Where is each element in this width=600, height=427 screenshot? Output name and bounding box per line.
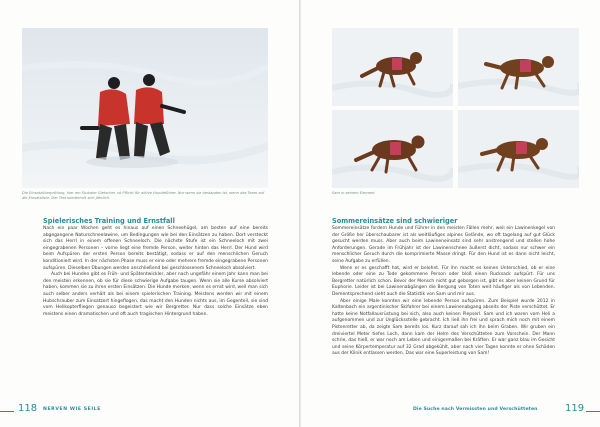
paragraph: Aber einige Male konnten wir eine lebende Person aufspüren. Zum Beispiel wurde 2012 in Kaltenbach ein argentinischer Skifahrer bei einem Lawinenabgang abseits der Piste verschüttet. Er hatte keine Notfallausrüstung bei sich, also auch keinen Piepserl. Sam und ich waren vom Heli a aufgenommen und zur Unglücksstelle gebracht. Ich ließ ihn frei und sprach mich noch mit einem Pistenretter ab, da zeigte Sam bereits los. Kurz darauf sah ich ihn beim Graben. Wir gruben ein dreiviertel Meter tiefes Loch, dann kam der Helm des Verschütteten zum Vorschein. Der Mann schrie, das hieß, er war noch am Leben und einigermaßen bei Kräften. Er war ganz blau im Gesicht und seine Körpertemperatur auf 32 Grad abgekühlt, aber nach vier Tagen konnte er ohne Schäden aus der Klinik entlassen werden. Das war eine Superleistung von Sam! (332, 298, 555, 357)
page-number-left: 118 (18, 403, 38, 414)
dog-photo-3 (332, 110, 453, 188)
paragraph: Nach ein paar Wochen geht es hinaus auf einen Schneehügel, am besten auf eine bereits abgegangene Naturschneelawine, um Bedingungen wie bei den Einsätzen zu haben. Dort versteckt sich das Herrl in einem offenen Schneeloch. Die nächste Stufe ist ein Schneeloch mit zwei eingegrabenen Personen – vorne liegt eine fremde Person, weiter hinten das Herrl. Der Hund wird beim Aufspüren der ersten Person bereits bestätigt, sodass er auf den menschlichen Geruch konditioniert wird. In der nächsten Phase muss er eine oder mehrere fremde eingegrabene Personen aufspüren. Dieselben Übungen werden anschließend bei geschlossenem Schneeloch absolviert. (43, 226, 268, 271)
dog-photo-2 (458, 28, 579, 106)
page-number-right: 119 (565, 403, 585, 414)
body-text-right (332, 226, 555, 358)
paragraph: Auch bei Hunden gibt es Früh- und Spätentwickler, aber nach ungefähr einem Jahr kann man bei den meisten erkennen, ob sie für diese schwierige Aufgabe taugen. Wenn sie alle Kurse absolviert haben, kommen sie zu ihren ersten Einsätzen. Die Hunde merken, wenn es ernst wird, weil man sich auch selber anders verhält als bei einem spielerischen Training. Meistens werden wir mit einem Hubschrauber zum Einsatzort hingeflogen, das macht den Hunden nichts aus, im Gegenteil, sie sind vom Helikopterfliegen genauso begeistert wie wir Bergretter. Nur dass solche Einsätze eben meistens einen dramatischen und oft auch tragischen Hintergrund haben. (43, 272, 268, 317)
running-head-right: Die Suche nach Vermissten und Verschütteten (413, 407, 538, 412)
footer-rule-left (0, 411, 14, 412)
paragraph: Sommereinsätze fordern Hunde und Führer in den meisten Fällen mehr, weil ein Lawinenkegel von der Größe her überschaubarer ist als weitläufiges alpines Gelände, wo oft tagelang auf gut Glück gesucht werden muss. Aber auch beim Lawineneinsatz sind sehr anstrengend und stellen hohe Anforderungen. Gerade im Frühjahr ist der Lawinenschnee äußerst dicht, sodass nur schwer ein menschlicher Geruch durch die komprimierte Masse dringt. Für den Hund ist es dann nicht leicht, seine Aufgabe zu erfüllen. (332, 226, 555, 264)
left-page (0, 0, 299, 427)
section-heading-left: Spielerisches Training und Ernstfall (43, 217, 175, 225)
photo-caption-left: Die Einsatzüberprüfung, hier am Stubaier Gletscher, ist Pflicht für aktive Hundeführer. Nur wenn sie bestanden ist, wenn das Team auf die Einsatzliste. Der Test wiederholt sich jährlich. (22, 191, 265, 200)
body-text-left (43, 226, 268, 318)
right-page (301, 0, 600, 427)
dog-photo-1 (332, 28, 453, 106)
photo-caption-right: Sam in seinem Element (332, 191, 375, 195)
running-head-left: NERVEN WIE SEILE (43, 407, 101, 412)
footer-rule-right (586, 411, 600, 412)
section-heading-right: Sommereinsätze sind schwieriger (332, 217, 458, 225)
dog-photo-4 (458, 110, 579, 188)
paragraph: Wenn er es geschafft hat, wird er belohnt. Für ihn macht es keinen Unterschied, ob er eine lebende oder eine zu Tode gekommene Person oder bloß einen Rucksack aufspürt. Für uns Bergretter natürlich schon. Bevor der Mensch nicht gut geborgen ist, gibt es aber keinen Grund für Euphorie. Leider ist bei Lawinenabgängen die Bergung von Toten weit häufiger als von Lebenden. Dementsprechend sieht auch die Statistik von Sam und mir aus. (332, 265, 555, 297)
rescuers-in-snow-photo (22, 28, 268, 188)
